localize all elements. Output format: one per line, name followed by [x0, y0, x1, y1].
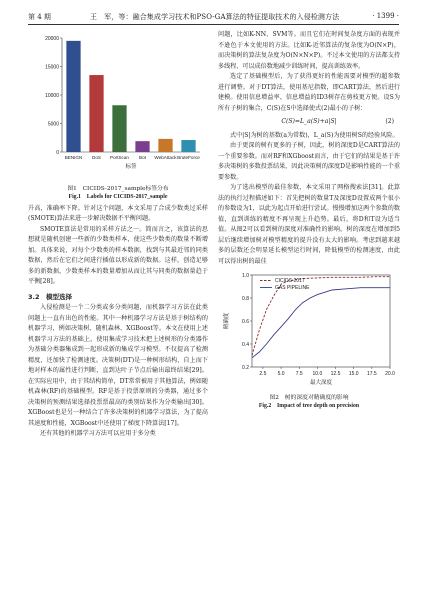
paragraph: 升高，准确率下降。针对这个问题，本文采用了合成少数类过采样(SMOTE)算法来进一步解决数据不平衡问题。	[28, 204, 208, 222]
bar-dos	[89, 75, 103, 152]
page-header	[28, 10, 399, 25]
bar-portscan	[112, 105, 126, 152]
equation-text: C(S)=L_a(S)+a|S|	[281, 118, 337, 125]
x-axis-label: 标签	[125, 164, 137, 170]
x-tick-label: 5.0	[277, 371, 285, 377]
x-tick-label: 15.0	[348, 371, 359, 377]
x-tick-label: 12.5	[330, 371, 341, 377]
x-tick-label: 20.0	[385, 371, 395, 377]
figure2-caption-en: Fig.2 Impact of tree depth on precision	[258, 402, 360, 409]
figure1-caption-cn: 图1 CICIDS-2017_sample标签分布	[67, 185, 169, 192]
y-tick-label: 0.2	[242, 365, 249, 371]
left-column	[28, 30, 208, 440]
x-axis-label: 最大深度	[309, 380, 333, 386]
paragraph: SMOTE算法是常用的采样方法之一。简而言之，该算法的思想就是随机创建一些新的少数类样本，使这些少数类的数量不断增加。具体来说，对每个少数类的样本数据，找到与其最近邻的同类数据，然后在它们之间进行插值以形成新的数据。这样，创造足够多的新数据，少数类样本的数量增加从而让其与同类的数据量趋于平衡[28]。	[28, 225, 208, 285]
equation-number: (2)	[385, 118, 394, 125]
plot-frame	[252, 275, 390, 367]
figure2-caption-cn: 图2 树的深度对精确度的影响	[269, 394, 349, 401]
running-title: 王 军，等：融合集成学习技术和PSO-GA算法的特征提取技术的入侵检测方法	[90, 13, 340, 21]
bar-bruteforce	[181, 140, 195, 152]
y-tick-label: 0.6	[242, 319, 249, 325]
y-axis-label: 精确度	[224, 312, 230, 330]
legend-label: CICIDS-2017	[275, 278, 305, 284]
paragraph: 选定了基础模型后，为了获得更好的性能需要对模型的超参数进行调整。对于DT算法，使用基尼指数，即CART算法，然后进行建模。使用信息增益率、信息增益的ID3树存在剪枝更方便。设S为所有子树的集合，C(S)在S中选择使式(2)最小的子树：	[218, 73, 400, 112]
y-tick-label: 1.0	[242, 273, 249, 279]
label-distribution-bar-chart	[28, 30, 208, 180]
y-tick-label: 0.4	[242, 342, 249, 348]
y-tick-label: 20000	[45, 36, 59, 42]
y-tick-label: 0.8	[242, 296, 249, 302]
tree-depth-line-chart	[218, 269, 400, 389]
y-tick-label: 0	[56, 150, 59, 156]
x-tick-label: WebAttack	[154, 155, 177, 160]
x-tick-label: 10.0	[312, 371, 323, 377]
paragraph: 为了选出模型的最佳参数，本文采用了网格搜索法[31]。此算法的执行过程描述如下：首先把树的数量T及深度D设置成两个很小的参数设为1，以此为起点开始进行尝试。慢慢增加这两个参数的数值，直到训练的精度不再呈现上升趋势。最后，将D和T设为适当值。从图2可以看到树的深度对准确性的影响。树的深度在增加到5层后继续增加树对模型精度的提升没有太大的影响。考虑到越来越多的层数还会明显延长模型运行时间，降低模型的检测速度，由此可以得出树的最佳	[218, 184, 400, 265]
issue-number: 第 4 期	[28, 13, 51, 21]
y-tick-label: 5000	[47, 121, 59, 128]
legend-label: GAS PIPELINE	[275, 285, 310, 291]
x-tick-label: 7.5	[295, 371, 303, 377]
figure1-caption-en: Fig.1 Labels for CICIDS-2017_sample	[68, 193, 168, 200]
x-tick-label: BENIGN	[64, 155, 83, 160]
paragraph: 由于更深的树有更多的子树，因此，树的深度D是CART算法的一个重要参数。而对RF和XGboost而言，由于它们的结果是基于许多决策树的多数投票结果，因此决策树的深度D是影响性能的一个重要参数。	[218, 142, 400, 181]
paragraph: 还有其他的机器学习方法可以应用于多分类	[40, 430, 156, 437]
x-tick-label: 17.5	[366, 371, 377, 377]
x-tick-label: PortScan	[110, 155, 129, 160]
x-tick-label: 2.5	[259, 371, 267, 377]
paragraph: 问题，比如K-NN、SVM等。而且它们在时间复杂度方面的表现并不逊色于本文使用的方法。比如K-近邻算法的复杂度为O(N×P)，而决策树的算法复杂度为O(N×N×P)。不过本文使用的方法都支持多线程，可以成倍数地减少训练时间，提高训练效率。	[218, 31, 400, 70]
paragraph: 入侵检测是一个二分类或多分类问题，而机器学习方法在此类问题上一直有出色的性能。其中一种机器学习方法是基于树结构的机器学习，例如决策树、随机森林、XGBoost等。本文在使用上述机器学习方法的基础上，使用集成学习技术把上述树形的分类器作为基础分类器集成到一起形成新的集成学习模型。不仅提高了检测精度，还加快了检测速度。决策树(DT)是一种树形结构，自上而下地对样本的属性进行判断，直到达叶子节点后输出最终结果[29]。在实际应用中，由于其结构简单，DT常常被用于其他算法，例如随机森林(RF)的基础模型。RF是基于投票原则的分类器，通过多个决策树的预测结果选择投票票最高的类别结果作为分类输出[30]。XGBoost也是另一种结合了许多决策树的机器学习算法，为了提高其速度和性能，XGBoost中还使用了梯度下降算法[17]。	[28, 304, 208, 427]
bar-bot	[135, 141, 149, 152]
series-line-cicids-2017	[252, 277, 390, 356]
paragraph: 式中|S|为树的基数(a为常数)，L_a(S)为使用树S的经验风险。	[230, 131, 399, 139]
section-heading: 3.2 模型选择	[28, 292, 73, 301]
bar-benign	[66, 41, 80, 152]
page-number: · 1399 ·	[372, 12, 399, 20]
y-tick-label: 10000	[45, 93, 59, 99]
right-column	[218, 30, 400, 410]
equation-2	[218, 117, 400, 128]
y-tick-label: 15000	[45, 64, 59, 71]
x-tick-label: BruteForce	[177, 155, 200, 160]
x-tick-label: DoS	[92, 155, 101, 160]
x-tick-label: Bot	[139, 155, 146, 160]
bar-webattack	[158, 139, 172, 152]
